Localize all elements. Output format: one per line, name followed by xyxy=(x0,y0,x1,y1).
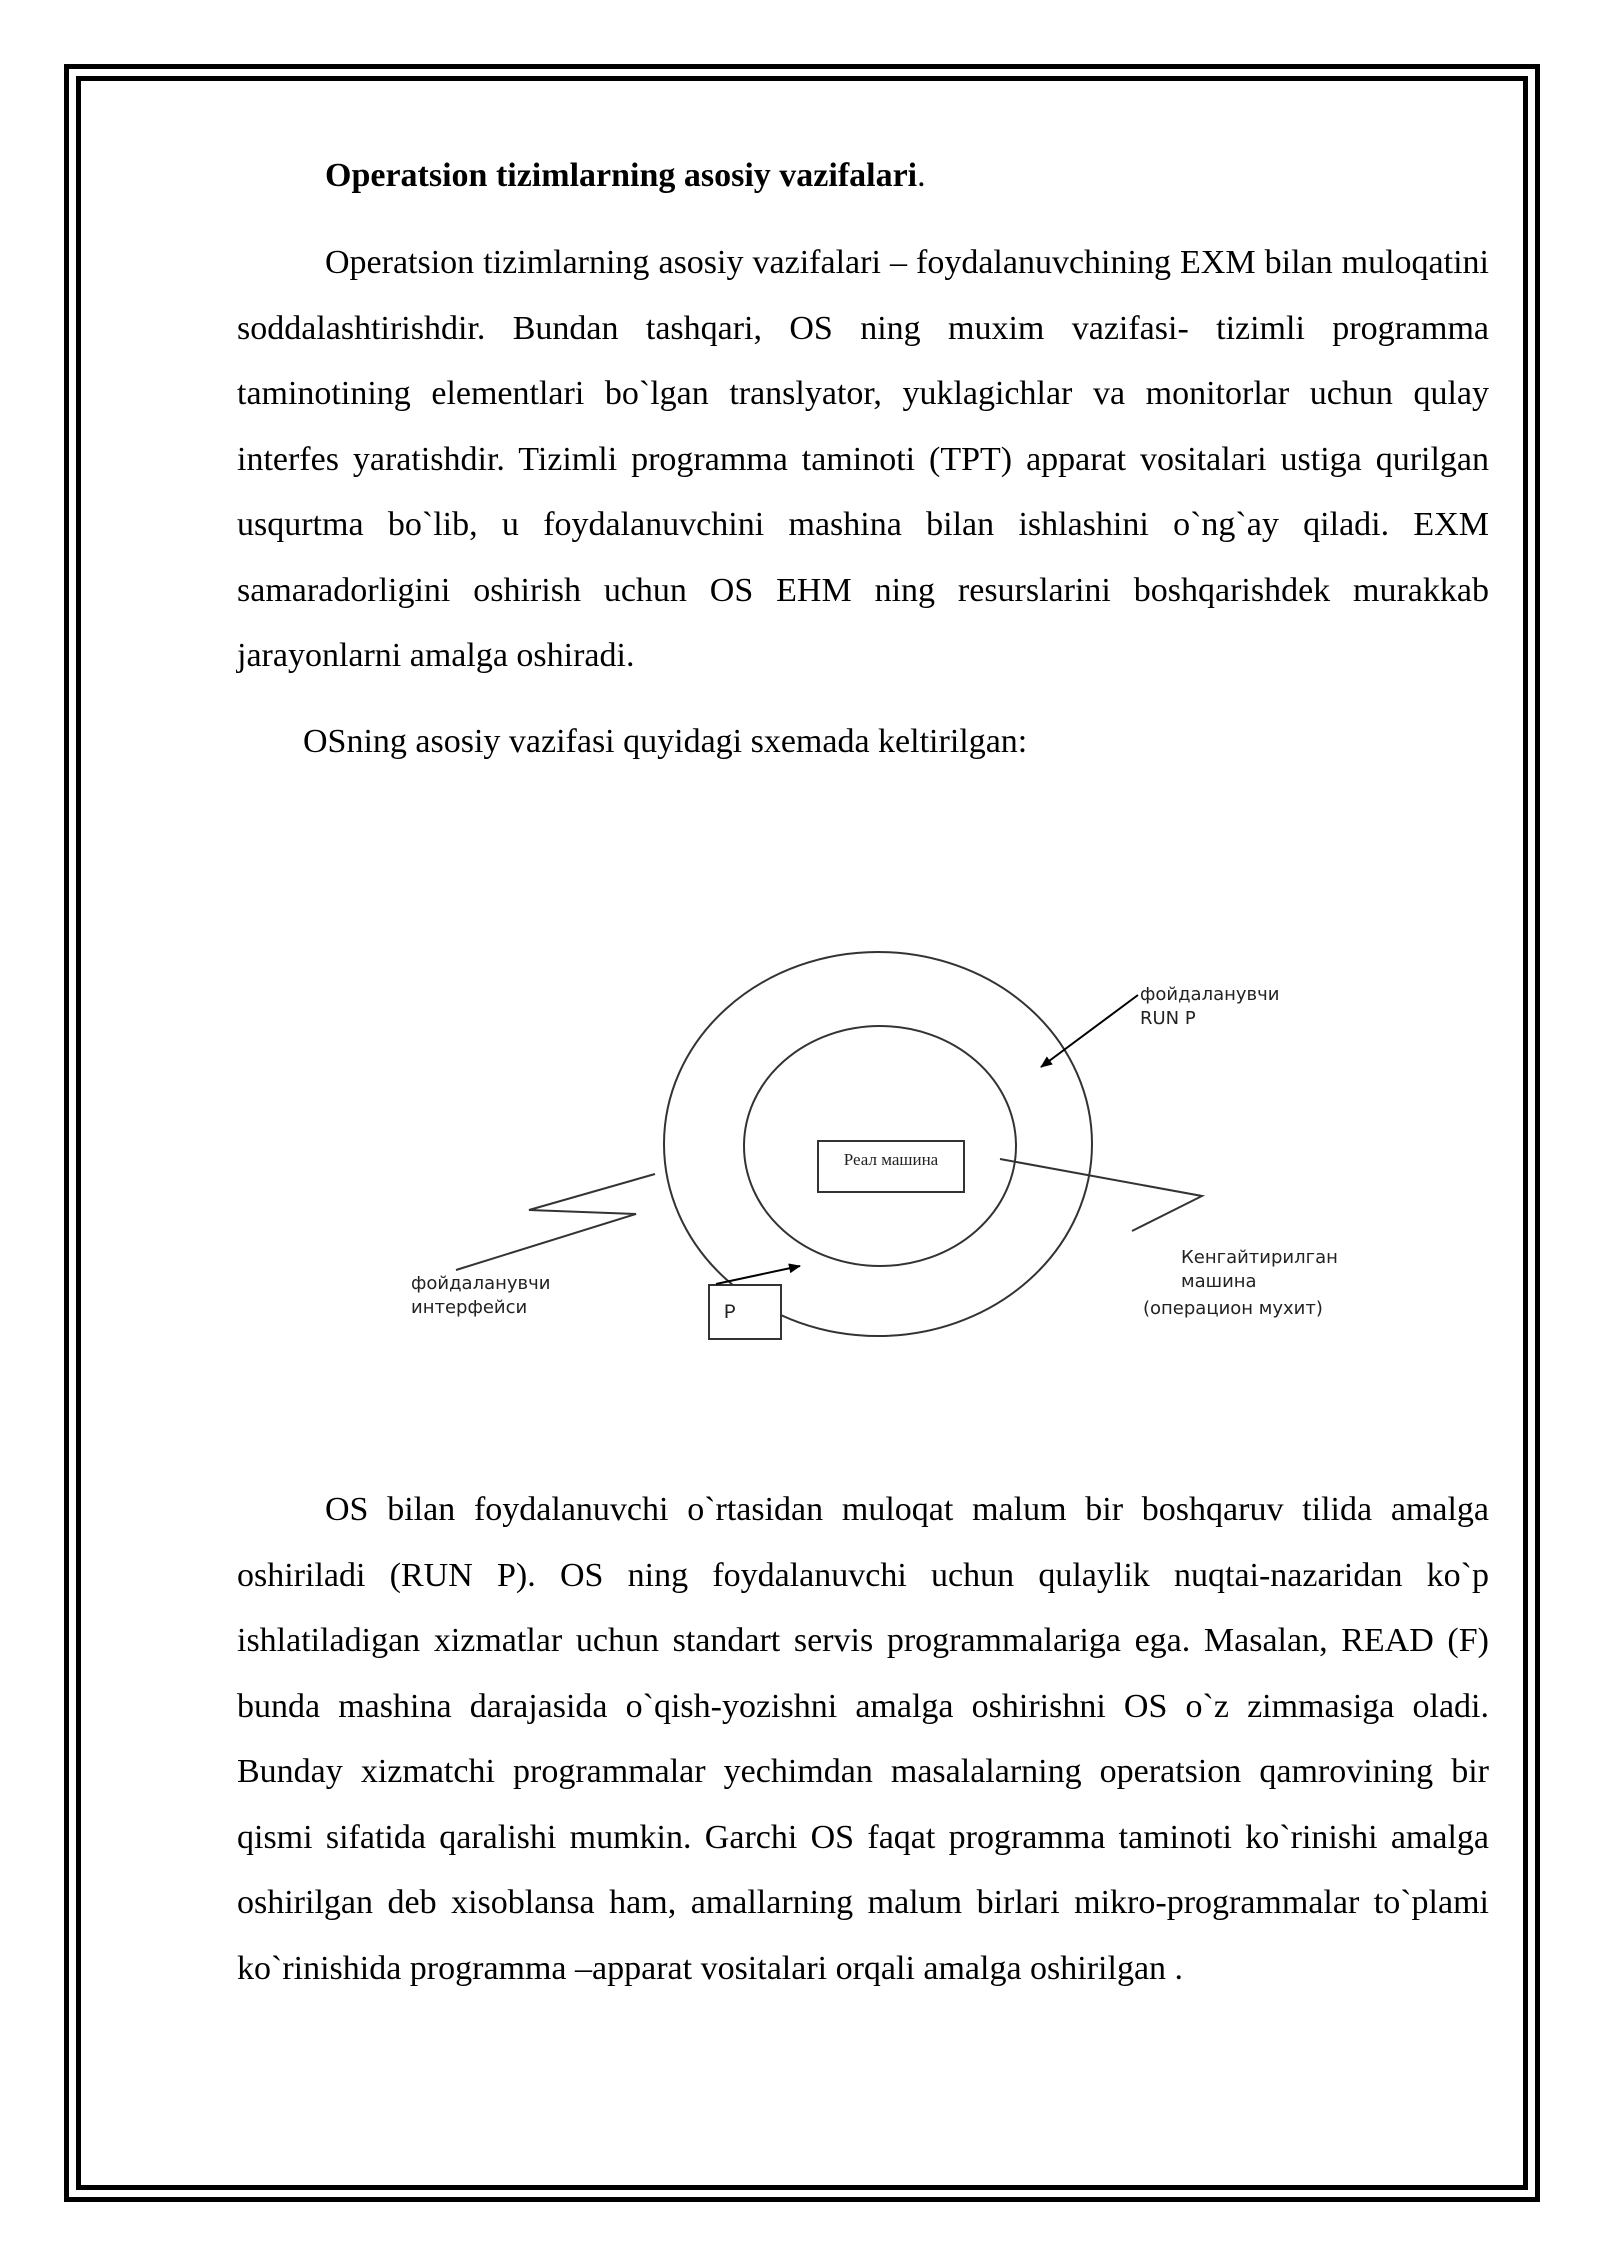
program-box-label: P xyxy=(724,1302,737,1325)
paragraph-3: OS bilan foydalanuvchi o`rtasidan muloqat malum bir boshqaruv tilida amalga oshiriladi (RUN P). OS ning foydalanuvchi uchun qulaylik nuqtai-nazaridan ko`p ishlatiladigan xizmatlar uchun standart servis programmalariga ega. Masalan, READ (F) bunda mashina darajasida o`qish-yozishni amalga oshirishni OS o`z zimmasiga oladi. Bunday xizmatchi programmalar yechimdan masalalarning operatsion qamrovining bir qismi sifatida qaralishi mumkin. Garchi OS faqat programma taminoti ko`rinishi amalga oshirilgan deb xisoblansa ham, amallarning malum birlari mikro-programmalar to`plami ko`rinishida programma –apparat vositalari orqali amalga oshirilgan . xyxy=(237,1491,1489,1987)
interface-label-line2: интерфейси xyxy=(411,1297,528,1318)
interface-pointer-line xyxy=(456,1174,655,1270)
program-box xyxy=(709,1285,781,1339)
user-label-line1: фойдаланувчи xyxy=(1140,984,1280,1005)
user-label-line2: RUN P xyxy=(1140,1008,1196,1029)
extended-label-line1: Кенгайтирилган xyxy=(1181,1247,1338,1268)
program-to-inner-arrow xyxy=(716,1266,800,1284)
paragraph-1: Operatsion tizimlarning asosiy vazifalari – foydalanuvchining EXM bilan muloqatini soddalashtirishdir. Bundan tashqari, OS ning muxim vazifasi- tizimli programma taminotining elementlari bo`lgan translyator, yuklagichlar va monitorlar uchun qulay interfes yaratishdir. Tizimli programma taminoti (TPT) apparat vositalari ustiga qurilgan usqurtma bo`lib, u foydalanuvchini mashina bilan ishlashini o`ng`ay qiladi. EXM samaradorligini oshirish uchun OS EHM ning resurslarini boshqarishdek murakkab jarayonlarni amalga oshiradi. xyxy=(237,244,1489,675)
real-machine-label: Реал машина xyxy=(843,1150,939,1169)
extended-label-line3: (операцион мухит) xyxy=(1143,1298,1323,1319)
interface-label-line1: фойдаланувчи xyxy=(411,1273,551,1294)
extended-label-line2: машина xyxy=(1181,1271,1257,1292)
user-arrow xyxy=(1041,995,1138,1067)
extended-machine-pointer-line xyxy=(1000,1159,1202,1231)
section-title: Operatsion tizimlarning asosiy vazifalari. xyxy=(325,157,926,194)
paragraph-2: OSning asosiy vazifasi quyidagi sxemada keltirilgan: xyxy=(303,722,1028,760)
document-body-lower xyxy=(237,1477,1489,2001)
